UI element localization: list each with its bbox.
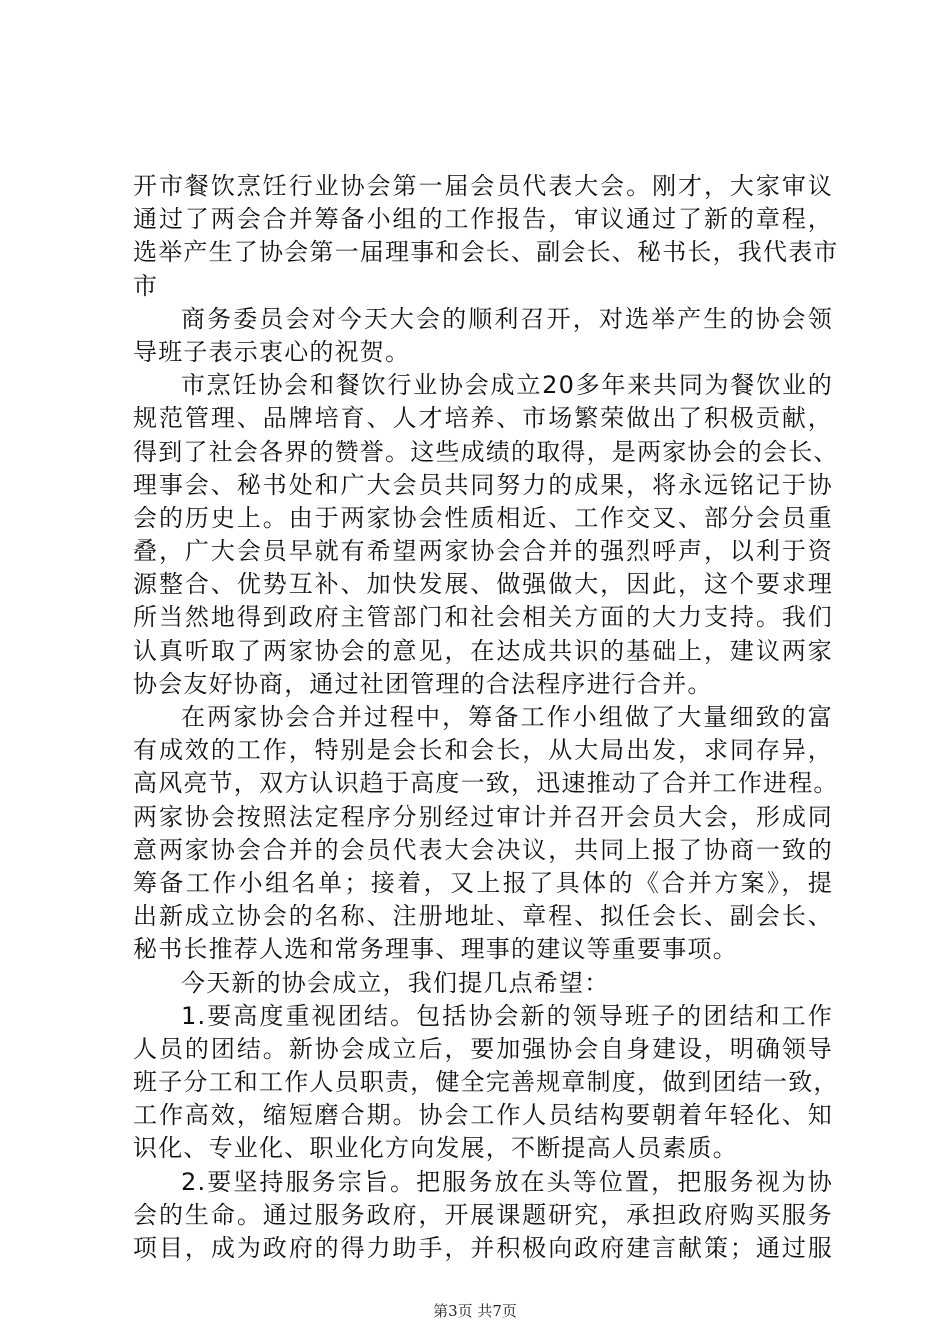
text-line: 筹备工作小组名单；接着，又上报了具体的《合并方案》，提 [133,868,833,897]
text-line: 认真听取了两家协会的意见，在达成共识的基础上，建议两家 [133,636,833,665]
text-line: 项目，成为政府的得力助手，并积极向政府建言献策；通过服 [133,1234,833,1262]
text-line: 高风亮节，双方认识趋于高度一致，迅速推动了合并工作进程。 [133,769,839,798]
text-line: 会的历史上。由于两家协会性质相近、工作交叉、部分会员重 [133,503,833,532]
text-line: 在两家协会合并过程中，筹备工作小组做了大量细致的富 [181,703,833,731]
text-line: 出新成立协会的名称、注册地址、章程、拟任会长、副会长、 [133,902,833,931]
text-line: 理事会、秘书处和广大会员共同努力的成果，将永远铭记于协 [133,470,833,499]
document-body [133,170,839,1265]
text-line: 协会友好协商，通过社团管理的合法程序进行合并。 [133,669,713,698]
text-line: 有成效的工作，特别是会长和会长，从大局出发，求同存异， [133,736,833,765]
text-line: 开市餐饮烹饪行业协会第一届会员代表大会。刚才，大家审议 [133,172,833,200]
text-line: 班子分工和工作人员职责，健全完善规章制度，做到团结一致， [133,1068,839,1097]
text-line: 人员的团结。新协会成立后，要加强协会自身建设，明确领导 [133,1034,833,1063]
text-line: 识化、专业化、职业化方向发展，不断提高人员素质。 [133,1134,738,1163]
text-line: 秘书长推荐人选和常务理事、理事的建议等重要事项。 [133,935,738,964]
text-line: 选举产生了协会第一届理事和会长、副会长、秘书长，我代表市 [133,238,839,267]
text-line: 1.要高度重视团结。包括协会新的领导班子的团结和工作 [181,1001,833,1030]
text-line: 工作高效，缩短磨合期。协会工作人员结构要朝着年轻化、知 [133,1101,833,1130]
text-line: 规范管理、品牌培育、人才培养、市场繁荣做出了积极贡献， [133,404,833,433]
text-line: 商务委员会对今天大会的顺利召开，对选举产生的协会领 [181,304,833,333]
text-line: 得到了社会各界的赞誉。这些成绩的取得，是两家协会的会长、 [133,437,839,466]
text-line: 市 [133,271,159,300]
text-line: 意两家协会合并的会员代表大会决议，共同上报了协商一致的 [133,835,833,864]
text-line: 会的生命。通过服务政府，开展课题研究，承担政府购买服务 [133,1200,833,1229]
text-line: 源整合、优势互补、加快发展、做强做大，因此，这个要求理 [133,570,833,599]
text-line: 叠，广大会员早就有希望两家协会合并的强烈呼声，以利于资 [133,537,833,566]
text-line: 今天新的协会成立，我们提几点希望： [181,968,610,997]
page-number-footer: 第3页 共7页 [433,1302,517,1320]
text-line: 导班子表示衷心的祝贺。 [133,337,411,366]
text-line: 2.要坚持服务宗旨。把服务放在头等位置，把服务视为协 [181,1167,833,1196]
text-line: 通过了两会合并筹备小组的工作报告，审议通过了新的章程， [133,205,833,234]
text-line: 市烹饪协会和餐饮行业协会成立20多年来共同为餐饮业的 [181,371,833,400]
text-line: 两家协会按照法定程序分别经过审计并召开会员大会，形成同 [133,802,833,831]
text-line: 所当然地得到政府主管部门和社会相关方面的大力支持。我们 [133,603,833,632]
